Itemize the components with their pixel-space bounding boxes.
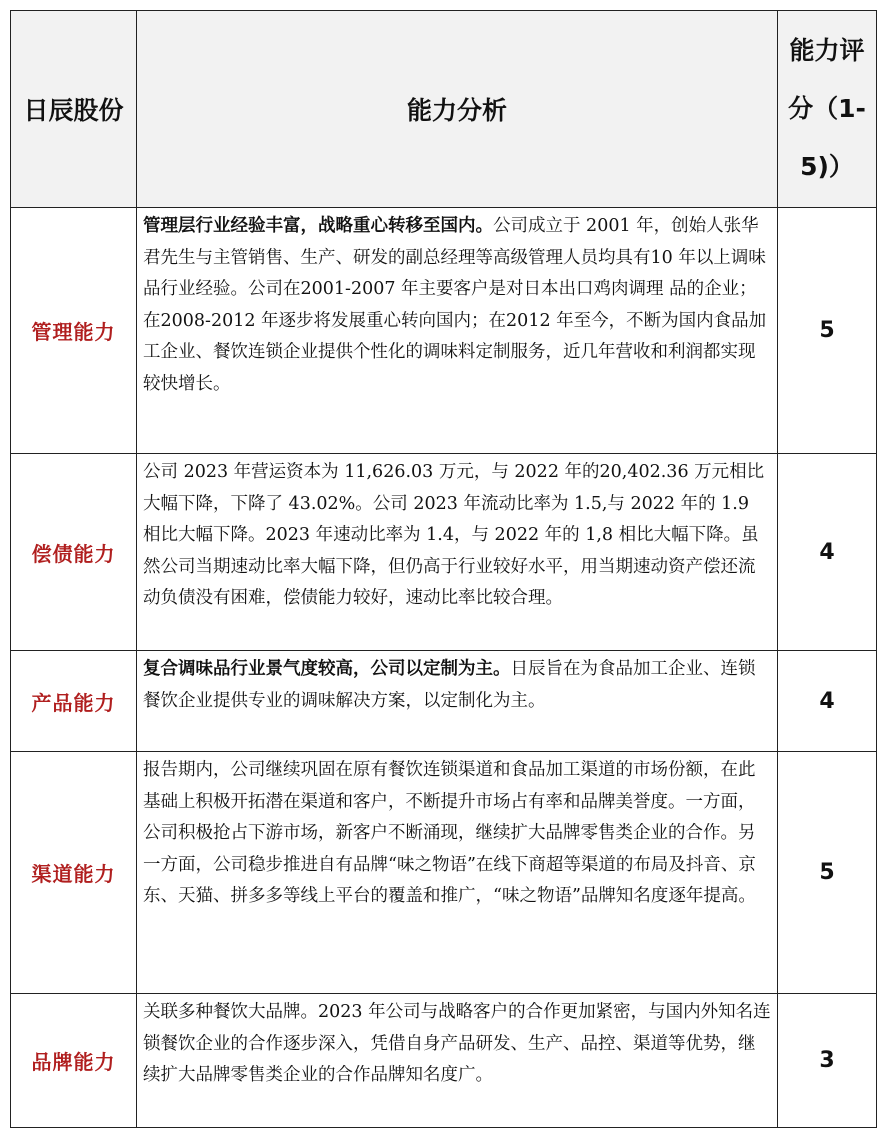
table-row [11, 752, 877, 994]
capability-name: 产品能力 [11, 651, 137, 752]
analysis-highlight: 管理层行业经验丰富，战略重心转移至国内。 [143, 216, 493, 236]
analysis-header: 能力分析 [137, 11, 778, 208]
analysis-cell [137, 752, 778, 994]
score-header [778, 11, 877, 208]
analysis-highlight: 复合调味品行业景气度较高，公司以定制为主。 [143, 659, 511, 679]
analysis-cell [137, 994, 778, 1128]
score-header-line: 分（1- [788, 94, 866, 123]
analysis-cell [137, 651, 778, 752]
table-row [11, 208, 877, 454]
capability-name: 管理能力 [11, 208, 137, 454]
analysis-text: 关联多种餐饮大品牌。2023 年公司与战略客户的合作更加紧密，与国内外知名连锁餐饮企业的合作逐步深入，凭借自身产品研发、生产、品控、渠道等优势，继续扩大品牌零售类企业的合作品牌知名度广。 [143, 1002, 771, 1085]
table-row [11, 651, 877, 752]
score-value: 4 [778, 454, 877, 651]
capability-name: 品牌能力 [11, 994, 137, 1128]
analysis-text: 报告期内，公司继续巩固在原有餐饮连锁渠道和食品加工渠道的市场份额，在此基础上积极开拓潜在渠道和客户，不断提升市场占有率和品牌美誉度。一方面，公司积极抢占下游市场，新客户不断涌现，继续扩大品牌零售类企业的合作。另一方面，公司稳步推进自有品牌“味之物语”在线下商超等渠道的布局及抖音、京东、天猫、拼多多等线上平台的覆盖和推广，“味之物语”品牌知名度逐年提高。 [143, 760, 756, 906]
score-value: 4 [778, 651, 877, 752]
capability-name: 渠道能力 [11, 752, 137, 994]
score-header-line: 5)） [800, 152, 854, 181]
analysis-text: 日辰旨在为食品加工企业、连锁餐饮企业提供专业的调味解决方案，以定制化为主。 [143, 659, 756, 711]
analysis-text: 公司 2023 年营运资本为 11,626.03 万元，与 2022 年的20,402.36 万元相比大幅下降，下降了 43.02%。公司 2023 年流动比率为 1.5,与 2022 年的 1.9 相比大幅下降。2023 年速动比率为 1.4，与 2022 年的 1,8 相比大幅下降。虽然公司当期速动比率大幅下降，但仍高于行业较好水平，用当期速动资产偿还流动负债没有困难，偿债能力较好，速动比率比较合理。 [143, 462, 765, 608]
analysis-cell [137, 208, 778, 454]
score-value: 3 [778, 994, 877, 1128]
score-header-line: 能力评 [789, 36, 865, 65]
capability-name: 偿债能力 [11, 454, 137, 651]
table-row [11, 994, 877, 1128]
company-header: 日辰股份 [11, 11, 137, 208]
score-value: 5 [778, 208, 877, 454]
table-row [11, 454, 877, 651]
analysis-cell [137, 454, 778, 651]
capability-table [10, 10, 877, 1128]
score-value: 5 [778, 752, 877, 994]
analysis-text: 公司成立于 2001 年，创始人张华君先生与主管销售、生产、研发的副总经理等高级管理人员均具有10 年以上调味品行业经验。公司在2001-2007 年主要客户是对日本出口鸡肉调理 品的企业；在2008-2012 年逐步将发展重心转向国内；在2012 年至今，不断为国内食品加工企业、餐饮连锁企业提供个性化的调味料定制服务，近几年营收和利润都实现较快增长。 [143, 216, 767, 394]
header-row [11, 11, 877, 208]
